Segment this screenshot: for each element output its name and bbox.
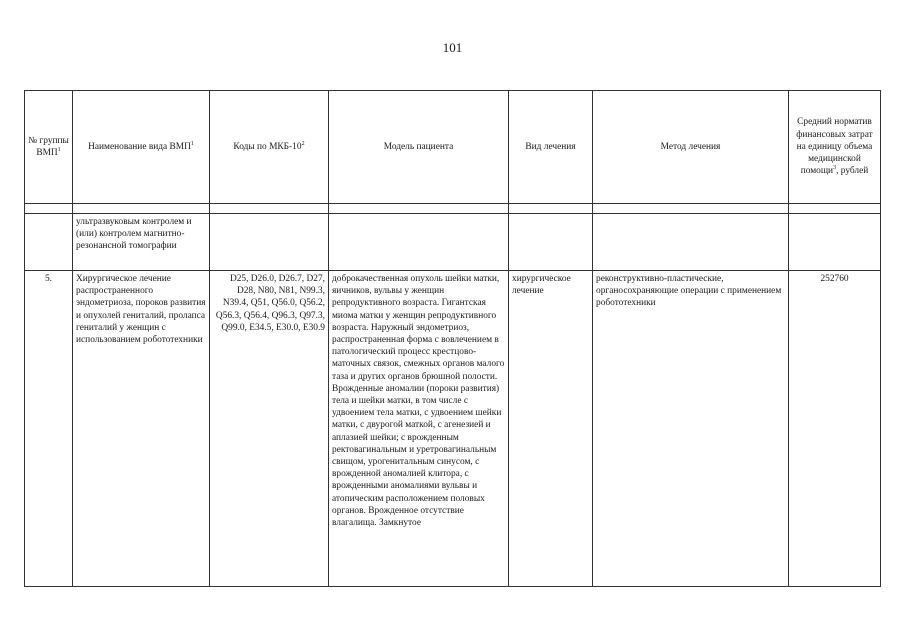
header-treatment-method: Метод лечения (593, 91, 789, 204)
cell-group-no (25, 214, 73, 271)
cell-codes (210, 214, 329, 271)
cell-cost (789, 214, 881, 271)
cell-name: Хирургическое лечение распространенного эндометриоза, пороков развития и опухолей гениталий, пролапса гениталий у женщин с использованием робототехники (73, 271, 210, 587)
page-number: 101 (442, 40, 463, 55)
header-patient-model: Модель пациента (329, 91, 509, 204)
header-name: Наименование вида ВМП$^1$ (73, 91, 210, 204)
cell-patient-model (329, 214, 509, 271)
spacer-row (25, 204, 881, 214)
header-cost: Средний норматив финансовых затрат на единицу объема медицинской помощи$^3$, рублей (789, 91, 881, 204)
continuation-row (25, 214, 881, 271)
cell-group-no: 5. (25, 271, 73, 587)
header-codes: Коды по МКБ-$10^2$ (210, 91, 329, 204)
cell-patient-model: доброкачественная опухоль шейки матки, яичников, вульвы у женщин репродуктивного возраста. Гигантская миома матки у женщин репродуктивного возраста. Наружный эндометриоз, распространенная форма с вовлечением в патологический процесс крестцово-маточных связок, смежных органов малого таза и других органов брюшной полости. Врожденные аномалии (пороки развития) тела и шейки матки, в том числе с удвоением тела матки, с удвоением шейки матки, с двурогой маткой, с агенезией и аплазией шейки; с врожденным ректовагинальным и уретровагинальным свищом, урогенитальным синусом, с врожденной аномалией клитора, с врожденными аномалиями вульвы и атопическим расположением половых органов. Врожденное отсутствие влагалища. Замкнутое (329, 271, 509, 587)
cell-treatment-method: реконструктивно-пластические, органосохраняющие операции с применением робототехники (593, 271, 789, 587)
cell-cost: 252760 (789, 271, 881, 587)
header-row (25, 91, 881, 204)
cell-treatment-type: хирургическое лечение (509, 271, 593, 587)
cell-name: ультразвуковым контролем и (или) контролем магнитно-резонансной томографии (73, 214, 210, 271)
cell-treatment-method (593, 214, 789, 271)
header-treatment-type: Вид лечения (509, 91, 593, 204)
header-group-no: № группы ВМП$^1$ (25, 91, 73, 204)
table-row (25, 271, 881, 587)
cell-treatment-type (509, 214, 593, 271)
cell-codes: D25, D26.0, D26.7, D27, D28, N80, N81, N99.3, N39.4, Q51, Q56.0, Q56.2, Q56.3, Q56.4, Q96.3, Q97.3, Q99.0, E34.5, E30.0, E30.9 (210, 271, 329, 587)
vmp-table (24, 90, 881, 587)
